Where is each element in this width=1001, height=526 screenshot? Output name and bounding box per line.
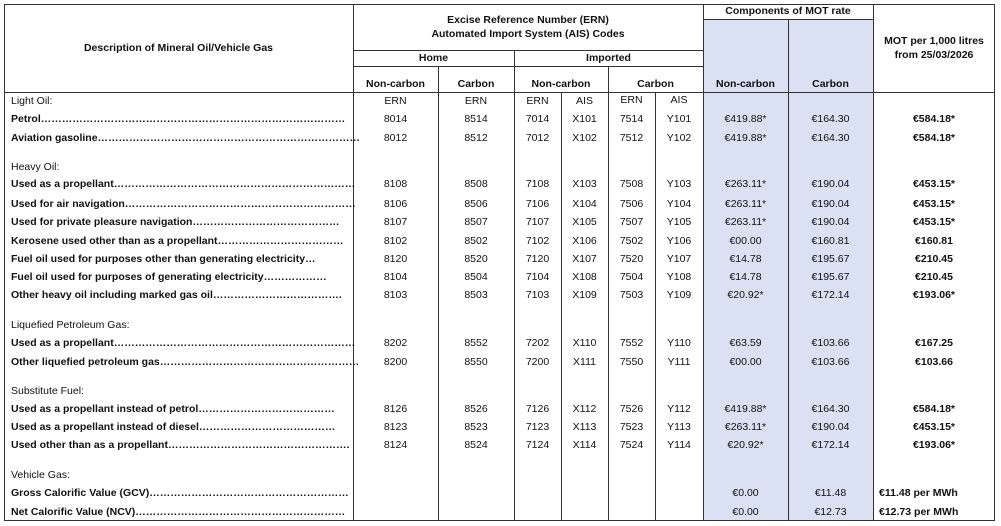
cell-home-c: 8502 — [464, 235, 488, 247]
cell-comp-nc: €14.78 — [729, 271, 762, 283]
cell-home-c: 8524 — [464, 439, 488, 451]
cell-imp-c-ern: 7503 — [619, 289, 644, 301]
cell-imp-nc-ais: X109 — [572, 289, 597, 301]
row-description: Other heavy oil including marked gas oil………………………………. — [11, 289, 342, 301]
cell-comp-nc: €00.00 — [729, 356, 762, 368]
cell-home-nc: 8124 — [383, 439, 408, 451]
cell-comp-nc: €20.92* — [727, 439, 764, 451]
cell-home-nc: 8104 — [383, 271, 408, 283]
divider — [353, 66, 703, 67]
header-home-noncarbon: Non-carbon — [366, 78, 425, 90]
cell-imp-c-ais: Y109 — [666, 289, 692, 301]
cell-imp-nc-ern: 7103 — [525, 289, 550, 301]
cell-home-c: 8550 — [464, 356, 488, 368]
cell-comp-c: €12.73 — [814, 506, 847, 518]
cell-imp-c-ern: 7552 — [619, 337, 644, 349]
cell-comp-c: €103.66 — [811, 337, 850, 349]
cell-imp-nc-ern: 7102 — [525, 235, 550, 247]
header-comp-carbon: Carbon — [812, 78, 849, 90]
cell-imp-c-ern: 7526 — [619, 403, 644, 415]
cell-imp-nc-ais: X102 — [572, 132, 597, 144]
header-imported: Imported — [586, 52, 631, 64]
header-components: Components of MOT rate — [725, 5, 851, 17]
header-total-line1: MOT per 1,000 litres — [884, 35, 984, 47]
cell-comp-nc: €419.88* — [724, 132, 767, 144]
cell-imp-nc-ern: 7104 — [525, 271, 550, 283]
cell-imp-c-ern: 7523 — [619, 421, 644, 433]
cell-home-c: 8520 — [464, 253, 488, 265]
cell-comp-nc: €20.92* — [727, 289, 764, 301]
cell-comp-nc: €419.88* — [724, 113, 767, 125]
cell-imp-nc-ern: 7012 — [525, 132, 550, 144]
cell-imp-c-ern: 7508 — [619, 178, 644, 190]
cell-total: €210.45 — [915, 253, 953, 265]
cell-comp-c: €190.04 — [811, 216, 850, 228]
cell-imp-c-ais: Y113 — [667, 421, 691, 433]
cell-imp-c-ais: Y112 — [667, 403, 691, 415]
cell-imp-c-ern: 7502 — [619, 235, 644, 247]
cell-imp-c-ais: Y103 — [666, 178, 692, 190]
row-description: Used as a propellant…………………………………………………………… — [11, 178, 356, 190]
section-title: Light Oil: — [11, 95, 53, 107]
header-comp-noncarbon: Non-carbon — [716, 78, 775, 90]
cell-home-nc: 8123 — [383, 421, 408, 433]
cell-home-c: 8507 — [464, 216, 488, 228]
cell-home-nc: 8107 — [383, 216, 408, 228]
cell-comp-c: €195.67 — [811, 271, 850, 283]
cell-total: €584.18* — [912, 403, 956, 415]
cell-home-nc: 8103 — [383, 289, 408, 301]
subheader-ern: ERN — [464, 95, 488, 107]
cell-imp-nc-ais: X110 — [572, 337, 597, 349]
row-description: Fuel oil used for purposes other than generating electricity… — [11, 253, 316, 265]
cell-home-c: 8512 — [464, 132, 488, 144]
row-description: Used other than as a propellant……………………………………………. — [11, 439, 350, 451]
cell-imp-nc-ais: X107 — [572, 253, 597, 265]
cell-imp-nc-ern: 7202 — [525, 337, 550, 349]
cell-total: €167.25 — [915, 337, 953, 349]
cell-imp-c-ais: Y110 — [667, 337, 691, 349]
header-home-carbon: Carbon — [457, 78, 495, 90]
section-title: Vehicle Gas: — [11, 469, 70, 481]
cell-home-nc: 8108 — [383, 178, 408, 190]
row-description: Gross Calorific Value (GCV)………………………………………………… — [11, 487, 349, 499]
cell-imp-c-ern: 7514 — [619, 113, 644, 125]
subheader-ais: AIS — [670, 94, 688, 106]
cell-home-c: 8508 — [464, 178, 488, 190]
cell-imp-c-ern: 7512 — [619, 132, 644, 144]
cell-imp-nc-ern: 7200 — [525, 356, 550, 368]
row-description: Fuel oil used for purposes of generating electricity……………… — [11, 271, 327, 283]
subheader-ais: AIS — [576, 95, 593, 107]
cell-home-nc: 8202 — [383, 337, 408, 349]
divider — [703, 19, 873, 20]
divider — [655, 92, 656, 521]
row-description: Net Calorific Value (NCV)…………………………………………………… — [11, 506, 346, 518]
cell-comp-nc: €263.11* — [724, 178, 767, 190]
cell-comp-nc: €419.88* — [724, 403, 767, 415]
cell-total: €453.15* — [912, 178, 956, 190]
cell-imp-nc-ern: 7123 — [525, 421, 550, 433]
cell-imp-nc-ern: 7014 — [525, 113, 550, 125]
cell-imp-c-ais: Y114 — [667, 439, 691, 451]
cell-comp-c: €103.66 — [811, 356, 850, 368]
cell-imp-nc-ais: X111 — [573, 356, 596, 368]
cell-total: €11.48 per MWh — [879, 487, 958, 499]
cell-home-c: 8514 — [464, 113, 488, 125]
cell-total: €210.45 — [915, 271, 953, 283]
cell-home-nc: 8106 — [383, 198, 408, 210]
cell-total: €160.81 — [915, 235, 953, 247]
cell-imp-c-ais: Y111 — [667, 356, 691, 368]
cell-comp-c: €172.14 — [811, 289, 850, 301]
header-codes-line1: Excise Reference Number (ERN) — [447, 14, 609, 26]
cell-imp-c-ern: 7524 — [619, 439, 644, 451]
cell-home-c: 8506 — [464, 198, 488, 210]
header-imp-carbon: Carbon — [637, 78, 674, 90]
cell-total: €453.15* — [912, 198, 956, 210]
cell-comp-nc: €14.78 — [729, 253, 762, 265]
cell-home-nc: 8102 — [383, 235, 408, 247]
cell-home-nc: 8200 — [383, 356, 408, 368]
section-title: Liquefied Petroleum Gas: — [11, 319, 130, 331]
divider — [561, 92, 562, 521]
cell-home-c: 8503 — [464, 289, 488, 301]
cell-comp-nc: €63.59 — [729, 337, 762, 349]
cell-comp-nc: €00.00 — [729, 235, 762, 247]
cell-comp-c: €172.14 — [811, 439, 850, 451]
cell-imp-nc-ais: X106 — [572, 235, 597, 247]
divider — [4, 92, 995, 93]
cell-imp-nc-ern: 7120 — [525, 253, 550, 265]
header-description: Description of Mineral Oil/Vehicle Gas — [83, 42, 274, 54]
cell-total: €193.06* — [912, 289, 956, 301]
row-description: Used as a propellant instead of petrol………………………………… — [11, 403, 335, 415]
cell-comp-c: €11.48 — [814, 487, 847, 499]
cell-imp-nc-ais: X101 — [572, 113, 597, 125]
cell-imp-nc-ais: X113 — [572, 421, 597, 433]
subheader-ern: ERN — [384, 95, 407, 107]
cell-home-c: 8526 — [464, 403, 488, 415]
cell-imp-nc-ais: X114 — [572, 439, 597, 451]
header-home: Home — [418, 52, 449, 64]
header-total-line2: from 25/03/2026 — [894, 49, 974, 61]
cell-comp-c: €160.81 — [811, 235, 850, 247]
cell-home-nc: 8012 — [383, 132, 408, 144]
cell-imp-nc-ais: X105 — [572, 216, 597, 228]
subheader-ern: ERN — [620, 94, 643, 106]
cell-imp-nc-ern: 7106 — [525, 198, 550, 210]
cell-comp-nc: €263.11* — [724, 216, 767, 228]
cell-comp-nc: €0.00 — [732, 487, 759, 499]
cell-comp-nc: €263.11* — [724, 198, 767, 210]
row-description: Used for private pleasure navigation…………………………………… — [11, 216, 340, 228]
cell-home-c: 8523 — [464, 421, 488, 433]
cell-imp-c-ern: 7504 — [619, 271, 644, 283]
cell-imp-c-ern: 7550 — [619, 356, 644, 368]
cell-imp-nc-ais: X112 — [572, 403, 597, 415]
cell-home-nc: 8126 — [383, 403, 408, 415]
row-description: Aviation gasoline………………………………………………………………… — [11, 132, 361, 144]
cell-total: €103.66 — [915, 356, 953, 368]
cell-imp-c-ern: 7520 — [619, 253, 644, 265]
row-description: Other liquefied petroleum gas………………………………………………… — [11, 356, 360, 368]
cell-total: €453.15* — [912, 216, 956, 228]
section-title: Heavy Oil: — [11, 161, 60, 173]
row-description: Kerosene used other than as a propellant……………………………… — [11, 235, 344, 247]
cell-imp-c-ais: Y105 — [666, 216, 692, 228]
row-description: Petrol…………………………………………………………………………… — [11, 113, 346, 125]
cell-imp-c-ern: 7506 — [619, 198, 644, 210]
cell-imp-nc-ais: X104 — [572, 198, 597, 210]
row-description: Used for air navigation………………………………………………………… — [11, 198, 356, 210]
cell-total: €584.18* — [912, 113, 956, 125]
cell-home-nc: 8120 — [383, 253, 408, 265]
cell-home-c: 8552 — [464, 337, 488, 349]
cell-comp-c: €164.30 — [811, 132, 850, 144]
cell-comp-nc: €0.00 — [732, 506, 759, 518]
cell-imp-nc-ais: X103 — [572, 178, 597, 190]
cell-total: €193.06* — [912, 439, 956, 451]
cell-comp-c: €195.67 — [811, 253, 850, 265]
cell-total: €12.73 per MWh — [879, 506, 959, 518]
header-imp-noncarbon: Non-carbon — [531, 78, 591, 90]
cell-imp-c-ern: 7507 — [619, 216, 644, 228]
cell-comp-c: €190.04 — [811, 421, 850, 433]
cell-home-nc: 8014 — [383, 113, 408, 125]
cell-imp-nc-ern: 7126 — [525, 403, 550, 415]
cell-imp-c-ais: Y104 — [666, 198, 692, 210]
subheader-ern: ERN — [526, 95, 549, 107]
cell-comp-nc: €263.11* — [724, 421, 767, 433]
cell-imp-nc-ern: 7107 — [525, 216, 550, 228]
cell-imp-nc-ern: 7124 — [525, 439, 550, 451]
cell-total: €453.15* — [912, 421, 956, 433]
row-description: Used as a propellant…………………………………………………………… — [11, 337, 356, 349]
cell-comp-c: €164.30 — [811, 113, 850, 125]
row-description: Used as a propellant instead of diesel………………………………… — [11, 421, 336, 433]
section-title: Substitute Fuel: — [11, 385, 84, 397]
cell-imp-c-ais: Y107 — [666, 253, 692, 265]
cell-home-c: 8504 — [464, 271, 488, 283]
cell-comp-c: €190.04 — [811, 198, 850, 210]
cell-imp-c-ais: Y101 — [666, 113, 692, 125]
cell-imp-c-ais: Y108 — [666, 271, 692, 283]
header-codes-line2: Automated Import System (AIS) Codes — [431, 28, 625, 40]
cell-total: €584.18* — [912, 132, 956, 144]
cell-imp-nc-ais: X108 — [572, 271, 597, 283]
cell-imp-c-ais: Y102 — [666, 132, 692, 144]
cell-comp-c: €190.04 — [811, 178, 850, 190]
cell-comp-c: €164.30 — [811, 403, 850, 415]
cell-imp-c-ais: Y106 — [666, 235, 692, 247]
cell-imp-nc-ern: 7108 — [525, 178, 550, 190]
